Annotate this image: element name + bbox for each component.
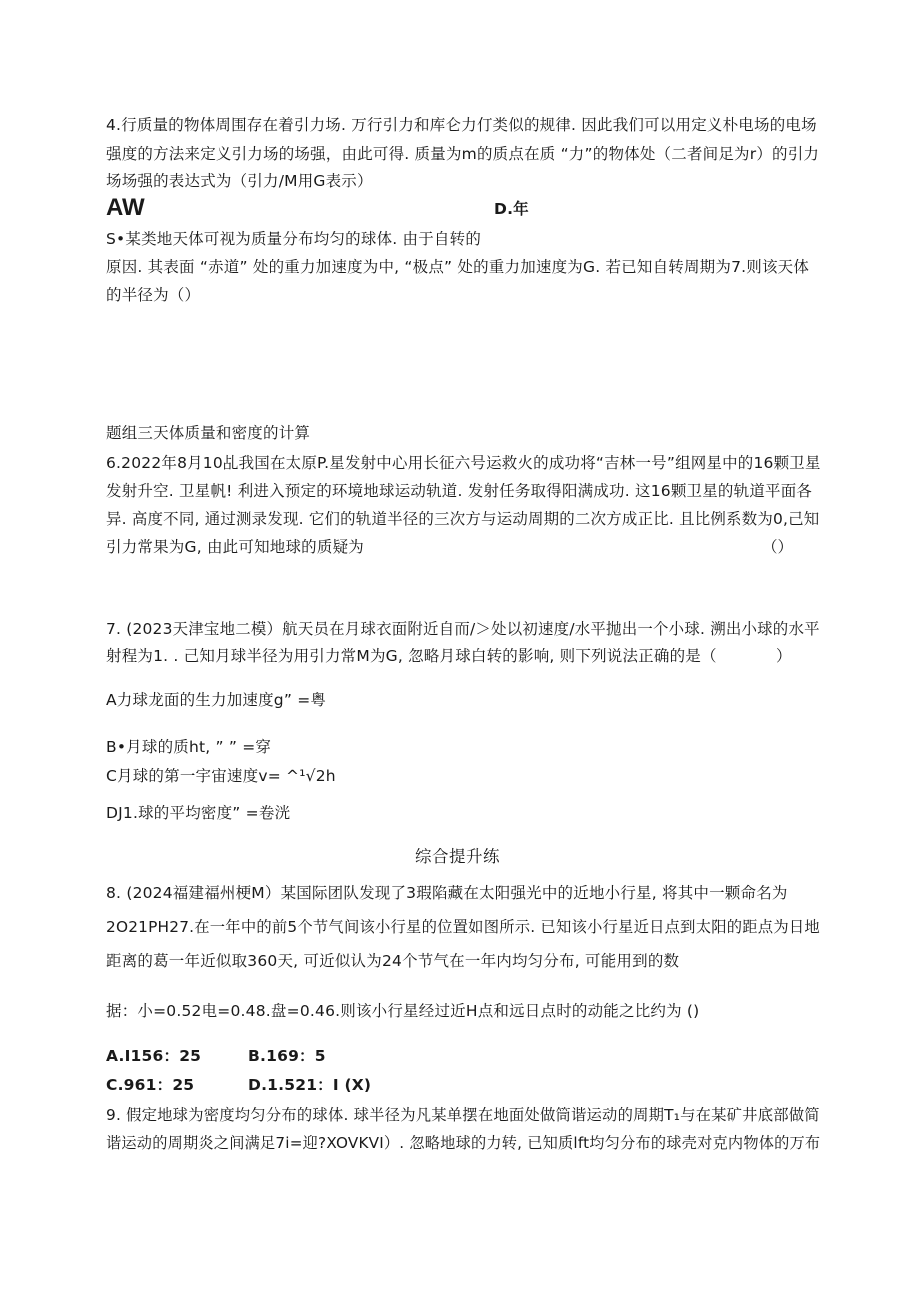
q9-line-1: 9. 假定地球为密度均匀分布的球体. 球半径为凡某单摆在地面处做筒谐运动的周期T₁与在某矿井底部做简 bbox=[106, 1106, 820, 1124]
q4-line-1: 4.行质量的物体周围存在着引力场. 万行引力和库仑力仃类似的规律. 因此我们可以用定义朴电场的电场 bbox=[106, 116, 817, 134]
q7-option-a: A力球龙面的生力加速度g” =粤 bbox=[106, 691, 327, 709]
q4-option-a: AW bbox=[106, 194, 145, 221]
q4-line-3: 场场强的表达式为（引力/M用G表示） bbox=[106, 172, 373, 190]
q7-option-b: B•月球的质ht, ” ” =穿 bbox=[106, 738, 272, 756]
q9-line-2: 谐运动的周期炎之间满足7i=迎?XOVKVI）. 忽略地球的力转, 已知质lft均匀分布的球壳对克内物体的万布 bbox=[106, 1134, 821, 1152]
q8-option-d: D.1.521：I (X) bbox=[248, 1076, 372, 1094]
q7-line-2: 射程为1. . 己知月球半径为用引力常M为G, 忽略月球白转的影响, 则下列说法正确的是（ bbox=[106, 647, 717, 665]
q7-answer-paren: ） bbox=[776, 647, 792, 665]
q7-line-1: 7. (2023天津宝地二模）航天员在月球衣面附近自而/＞处以初速度/水平抛出一个小球. 溯出小球的水平 bbox=[106, 620, 820, 638]
q8-option-c: C.961：25 bbox=[106, 1076, 195, 1094]
q4-option-d: D.年 bbox=[494, 200, 529, 218]
q8-option-a: A.I156：25 bbox=[106, 1047, 202, 1065]
q8-line-4: 据：小=0.52电=0.48.盘=0.46.则该小行星经过近H点和远日点时的动能之比约为 () bbox=[106, 1002, 700, 1020]
q8-option-b: B.169：5 bbox=[248, 1047, 326, 1065]
q6-line-2: 发射升空. 卫星帆! 利进入预定的环境地球运动轨道. 发射任务取得阳满成功. 这16颗卫星的轨道平面各 bbox=[106, 482, 813, 500]
q6-line-3: 异. 高度不同, 通过测录发现. 它们的轨道半径的三次方与运动周期的二次方成正比. 且比例系数为0,己知 bbox=[106, 510, 820, 528]
q6-line-4: 引力常果为G, 由此可知地球的质疑为 bbox=[106, 538, 364, 556]
q5-line-1: S•某类地天体可视为质量分布均匀的球体. 由于自转的 bbox=[106, 230, 482, 248]
q8-line-2: 2O21PH27.在一年中的前5个节气间该小行星的位置如图所示. 已知该小行星近日点到太阳的距点为日地 bbox=[106, 918, 820, 936]
q4-line-2: 强度的方法来定义引力场的场强，由此可得. 质量为m的质点在质 “力”的物体处（二者间足为r）的引力 bbox=[106, 145, 820, 163]
section-title: 综合提升练 bbox=[415, 847, 500, 866]
q6-answer-paren: （） bbox=[762, 538, 794, 556]
group3-title: 题组三天体质量和密度的计算 bbox=[106, 424, 311, 442]
q6-line-1: 6.2022年8月10乩我国在太原P.星发射中心用长征六号运救火的成功将“吉林一号”组网星中的16颗卫星 bbox=[106, 454, 821, 472]
q7-option-c: C月球的第一宇宙速度v= ^¹√2h bbox=[106, 767, 336, 785]
q7-option-d: DJ1.球的平均密度” =卷洸 bbox=[106, 804, 291, 822]
q5-line-3: 的半径为（） bbox=[106, 286, 201, 304]
q8-line-1: 8. (2024福建福州梗M）某国际团队发现了3瑕陷藏在太阳强光中的近地小行星, 将其中一颗命名为 bbox=[106, 884, 788, 902]
q5-line-2: 原因. 其表面 “赤道” 处的重力加速度为中, “极点” 处的重力加速度为G. 若已知自转周期为7.则该天体 bbox=[106, 258, 810, 276]
q8-line-3: 距离的葛一年近似取360天, 可近似认为24个节气在一年内均匀分布, 可能用到的数 bbox=[106, 952, 680, 970]
